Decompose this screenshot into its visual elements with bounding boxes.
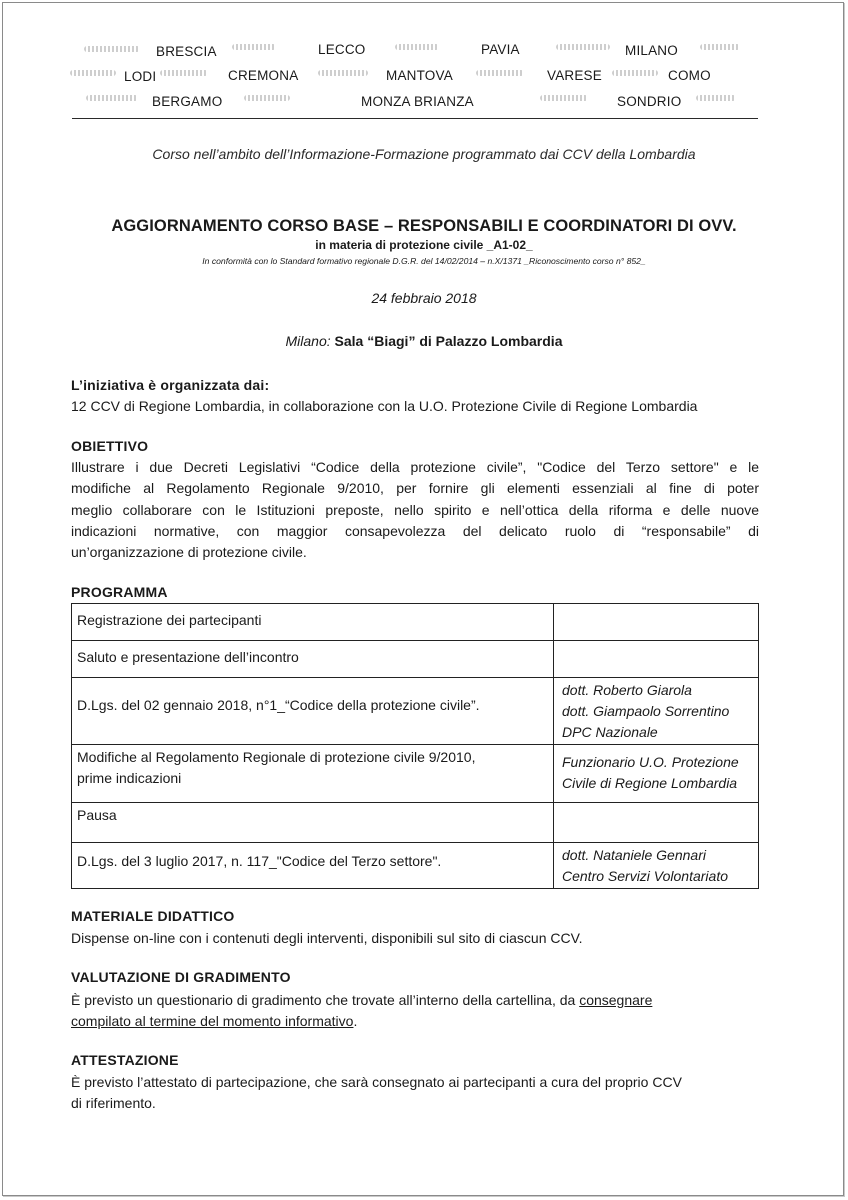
city-sondrio: SONDRIO xyxy=(617,94,682,109)
city-mantova: MANTOVA xyxy=(386,68,453,83)
objective-line: indicazioni normative, con maggior consapevolezza del delicato ruolo di “responsabile” di xyxy=(71,522,759,539)
logo-smudge xyxy=(232,44,276,50)
program-row xyxy=(72,678,759,745)
logo-smudge xyxy=(540,95,588,101)
course-subtitle-2: in materia di protezione civile _A1-02_ xyxy=(315,238,533,252)
certificate-heading: ATTESTAZIONE xyxy=(71,1052,179,1068)
city-lodi: LODI xyxy=(124,69,157,84)
program-topic: D.Lgs. del 02 gennaio 2018, n°1_“Codice della protezione civile”. xyxy=(72,678,554,745)
program-speaker xyxy=(554,641,759,678)
course-title: AGGIORNAMENTO CORSO BASE – RESPONSABILI E COORDINATORI DI OVV. xyxy=(111,217,737,235)
logo-smudge xyxy=(556,44,610,50)
logo-smudge xyxy=(160,70,208,76)
logo-smudge xyxy=(318,70,368,76)
objective-line: modifiche al Regolamento Regionale 9/2010, per fornire gli elementi essenziali al fine di poter xyxy=(71,480,759,497)
evaluation-text-line1: È previsto un questionario di gradimento che trovate all’interno della cartellina, da consegnare xyxy=(71,992,653,1008)
city-como: COMO xyxy=(668,68,711,83)
logo-smudge xyxy=(395,44,439,50)
material-heading: MATERIALE DIDATTICO xyxy=(71,908,235,924)
logo-smudge xyxy=(70,70,116,76)
program-heading: PROGRAMMA xyxy=(71,584,168,600)
event-place xyxy=(0,333,848,349)
event-venue: Sala “Biagi” di Palazzo Lombardia xyxy=(334,333,563,349)
program-table xyxy=(71,603,759,889)
city-cremona: CREMONA xyxy=(228,68,299,83)
program-row xyxy=(72,641,759,678)
city-varese: VARESE xyxy=(547,68,602,83)
logo-smudge xyxy=(696,95,736,101)
city-lecco: LECCO xyxy=(318,42,366,57)
objective-line: Illustrare i due Decreti Legislativi “Codice della protezione civile”, "Codice del Terzo settore" e le xyxy=(71,459,759,475)
logo-smudge xyxy=(244,95,290,101)
logo-smudge xyxy=(476,70,524,76)
city-brescia: BRESCIA xyxy=(156,44,217,59)
program-topic: Registrazione dei partecipanti xyxy=(72,604,554,641)
material-text: Dispense on-line con i contenuti degli interventi, disponibili sul sito di ciascun CCV. xyxy=(71,930,583,946)
course-subtitle: Corso nell’ambito dell’Informazione-Formazione programmato dai CCV della Lombardia xyxy=(152,146,696,162)
city-pavia: PAVIA xyxy=(481,42,520,57)
program-speaker xyxy=(554,803,759,843)
city-milano: MILANO xyxy=(625,43,678,58)
organizers-text: 12 CCV di Regione Lombardia, in collaborazione con la U.O. Protezione Civile di Regione Lombardia xyxy=(71,398,698,414)
program-speaker: dott. Roberto Giarola dott. Giampaolo Sorrentino DPC Nazionale xyxy=(554,678,759,745)
program-speaker: Funzionario U.O. Protezione Civile di Regione Lombardia xyxy=(554,745,759,803)
program-row xyxy=(72,604,759,641)
objective-heading: OBIETTIVO xyxy=(71,438,149,454)
program-speaker: dott. Nataniele Gennari Centro Servizi Volontariato xyxy=(554,843,759,889)
norm-reference: In conformità con lo Standard formativo regionale D.G.R. del 14/02/2014 – n.X/1371 _Riconoscimento corso n° 852_ xyxy=(202,256,646,266)
objective-text xyxy=(71,457,759,563)
program-speaker xyxy=(554,604,759,641)
logo-smudge xyxy=(700,44,740,50)
certificate-text-line1: È previsto l’attestato di partecipazione, che sarà consegnato ai partecipanti a cura del proprio CCV xyxy=(71,1074,682,1090)
organizers-heading: L’iniziativa è organizzata dai: xyxy=(71,377,270,393)
city-bergamo: BERGAMO xyxy=(152,94,223,109)
program-topic: Saluto e presentazione dell’incontro xyxy=(72,641,554,678)
program-topic: D.Lgs. del 3 luglio 2017, n. 117_"Codice del Terzo settore". xyxy=(72,843,554,889)
logo-smudge xyxy=(84,46,140,52)
evaluation-text-line2: compilato al termine del momento informativo. xyxy=(71,1013,358,1029)
objective-line: un’organizzazione di protezione civile. xyxy=(71,544,307,561)
objective-line: meglio collaborare con le Istituzioni preposte, nello spirito e nell’ottica della riforma e delle nuove xyxy=(71,501,759,518)
logo-smudge xyxy=(612,70,658,76)
event-city: Milano: xyxy=(285,333,331,349)
certificate-text-line2: di riferimento. xyxy=(71,1095,156,1111)
program-row xyxy=(72,745,759,803)
program-row xyxy=(72,843,759,889)
program-topic: Modifiche al Regolamento Regionale di protezione civile 9/2010, prime indicazioni xyxy=(72,745,554,803)
logo-smudge xyxy=(86,95,138,101)
program-row xyxy=(72,803,759,843)
city-monza-brianza: MONZA BRIANZA xyxy=(361,94,474,109)
evaluation-heading: VALUTAZIONE DI GRADIMENTO xyxy=(71,969,291,985)
event-date: 24 febbraio 2018 xyxy=(371,290,477,306)
header-divider xyxy=(72,118,758,119)
program-topic: Pausa xyxy=(72,803,554,843)
